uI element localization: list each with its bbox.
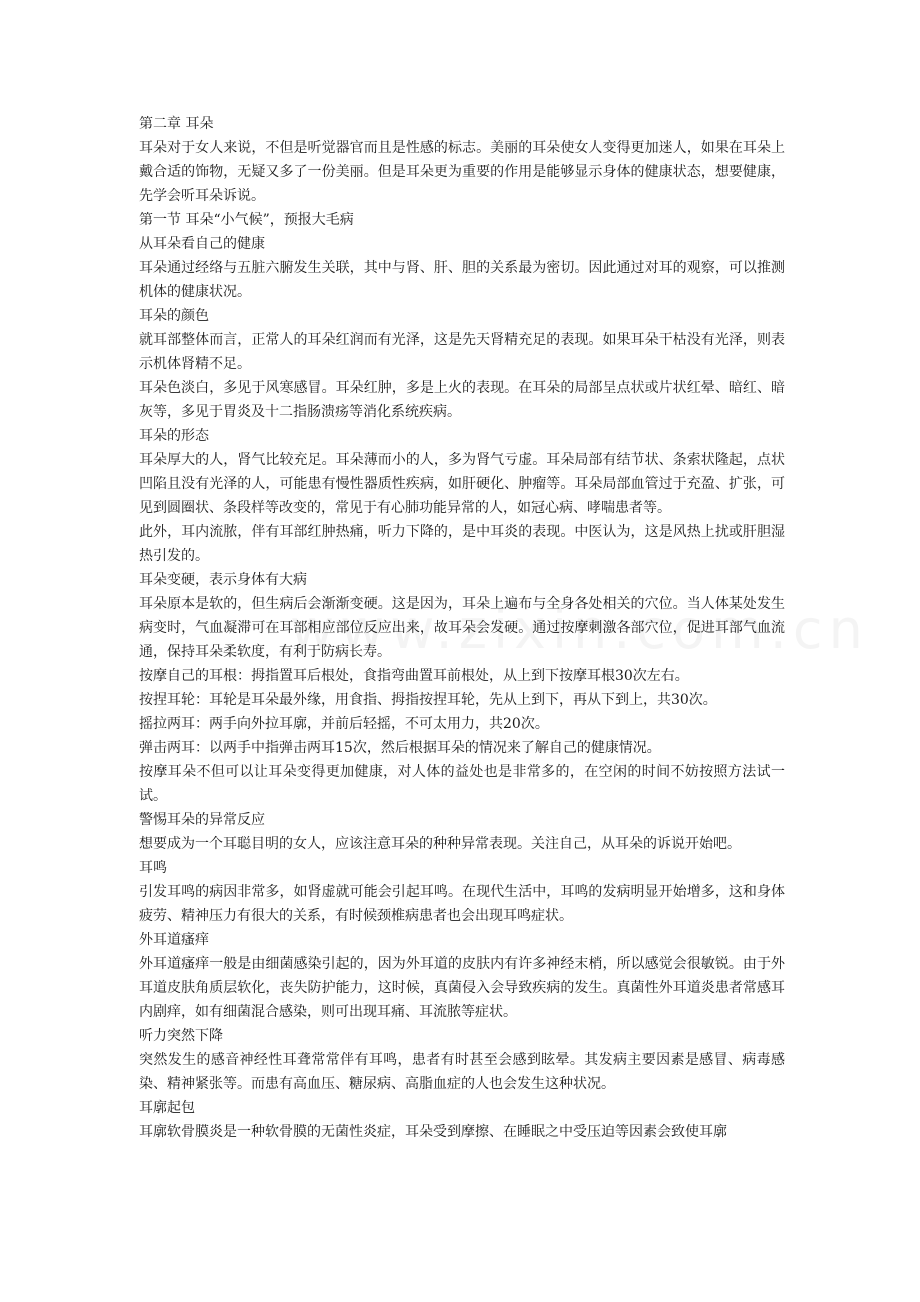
chapter-title: 第二章 耳朵 [139,116,214,132]
paragraph: 弹击两耳：以两手中指弹击两耳15次，然后根据耳朵的情况来了解自己的健康情况。 [139,740,661,756]
subheading: 耳鸣 [139,860,167,876]
subheading: 耳朵的形态 [139,428,209,444]
paragraph: 按捏耳轮：耳轮是耳朵最外缘，用食指、拇指按捏耳轮，先从上到下，再从下到上，共30次。 [139,692,717,708]
paragraph: 按摩耳朵不但可以让耳朵变得更加健康，对人体的益处也是非常多的，在空闲的时间不妨按照方法试一试。 [139,764,785,804]
paragraph: 外耳道瘙痒一般是由细菌感染引起的，因为外耳道的皮肤内有许多神经末梢，所以感觉会很敏锐。由于外耳道皮肤角质层软化，丧失防护能力，这时候，真菌侵入会导致疾病的发生。真菌性外耳道炎患者常感耳内剧痒，如有细菌混合感染，则可出现耳痛、耳流脓等症状。 [139,956,785,1020]
subheading: 从耳朵看自己的健康 [139,236,265,252]
paragraph: 耳朵对于女人来说，不但是听觉器官而且是性感的标志。美丽的耳朵使女人变得更加迷人，如果在耳朵上戴合适的饰物，无疑又多了一份美丽。但是耳朵更为重要的作用是能够显示身体的健康状态，想要健康，先学会听耳朵诉说。 [139,140,785,204]
paragraph: 突然发生的感音神经性耳聋常常伴有耳鸣，患者有时甚至会感到眩晕。其发病主要因素是感冒、病毒感染、精神紧张等。而患有高血压、糖尿病、高脂血症的人也会发生这种状况。 [139,1052,785,1092]
paragraph: 此外，耳内流脓，伴有耳部红肿热痛，听力下降的，是中耳炎的表现。中医认为，这是风热上扰或肝胆湿热引发的。 [139,524,785,564]
paragraph: 耳朵原本是软的，但生病后会渐渐变硬。这是因为，耳朵上遍布与全身各处相关的穴位。当人体某处发生病变时，气血凝滞可在耳部相应部位反应出来，故耳朵会发硬。通过按摩刺激各部穴位，促进耳部气血流通，保持耳朵柔软度，有利于防病长寿。 [139,596,785,660]
subheading: 耳朵变硬，表示身体有大病 [139,572,307,588]
paragraph: 耳廓软骨膜炎是一种软骨膜的无菌性炎症，耳朵受到摩擦、在睡眠之中受压迫等因素会致使耳廓 [139,1124,727,1140]
paragraph: 耳朵通过经络与五脏六腑发生关联，其中与肾、肝、胆的关系最为密切。因此通过对耳的观察，可以推测机体的健康状况。 [139,260,785,300]
section-title: 第一节 耳朵“小气候”，预报大毛病 [139,212,354,228]
paragraph: 摇拉两耳：两手向外拉耳廓，并前后轻摇，不可太用力，共20次。 [139,716,549,732]
subheading: 警惕耳朵的异常反应 [139,812,265,828]
paragraph: 按摩自己的耳根：拇指置耳后根处，食指弯曲置耳前根处，从上到下按摩耳根30次左右。 [139,668,689,684]
document-body [139,112,785,1144]
paragraph: 耳朵色淡白，多见于风寒感冒。耳朵红肿，多是上火的表现。在耳朵的局部呈点状或片状红晕、暗红、暗灰等，多见于胃炎及十二指肠溃疡等消化系统疾病。 [139,380,785,420]
paragraph: 想要成为一个耳聪目明的女人，应该注意耳朵的种种异常表现。关注自己，从耳朵的诉说开始吧。 [139,836,741,852]
subheading: 听力突然下降 [139,1028,223,1044]
paragraph: 就耳部整体而言，正常人的耳朵红润而有光泽，这是先天肾精充足的表现。如果耳朵干枯没有光泽，则表示机体肾精不足。 [139,332,785,372]
subheading: 耳廓起包 [139,1100,195,1116]
paragraph: 引发耳鸣的病因非常多，如肾虚就可能会引起耳鸣。在现代生活中，耳鸣的发病明显开始增多，这和身体疲劳、精神压力有很大的关系，有时候颈椎病患者也会出现耳鸣症状。 [139,884,785,924]
subheading: 外耳道瘙痒 [139,932,209,948]
subheading: 耳朵的颜色 [139,308,209,324]
paragraph: 耳朵厚大的人，肾气比较充足。耳朵薄而小的人，多为肾气亏虚。耳朵局部有结节状、条索状隆起，点状凹陷且没有光泽的人，可能患有慢性器质性疾病，如肝硬化、肿瘤等。耳朵局部血管过于充盈、扩张，可见到圆圈状、条段样等改变的，常见于有心肺功能异常的人，如冠心病、哮喘患者等。 [139,452,785,516]
